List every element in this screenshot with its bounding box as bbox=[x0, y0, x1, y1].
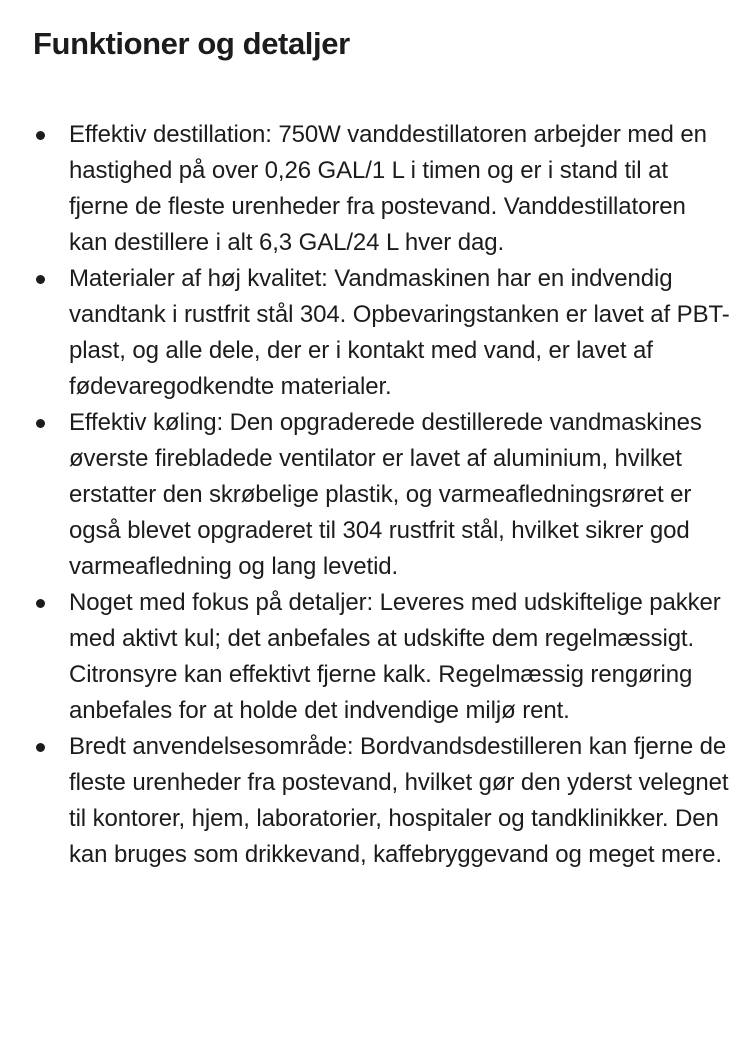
feature-item-distillation bbox=[33, 117, 730, 261]
feature-item-applications bbox=[33, 729, 730, 873]
feature-item-cooling bbox=[33, 405, 730, 585]
bullet-icon bbox=[36, 743, 45, 752]
feature-text: Noget med fokus på detaljer: Leveres med udskiftelige pakker med aktivt kul; det anbefales at udskifte dem regelmæssigt. Citronsyre kan effektivt fjerne kalk. Regelmæssig rengøring anbefales for at holde det indvendige miljø rent. bbox=[69, 589, 721, 724]
feature-list bbox=[33, 117, 730, 873]
feature-text: Bredt anvendelsesområde: Bordvandsdestilleren kan fjerne de fleste urenheder fra postevand, hvilket gør den yderst velegnet til kontorer, hjem, laboratorier, hospitaler og tandklinikker. Den kan bruges som drikkevand, kaffebryggevand og meget mere. bbox=[69, 733, 729, 868]
bullet-icon bbox=[36, 275, 45, 284]
bullet-icon bbox=[36, 419, 45, 428]
bullet-icon bbox=[36, 599, 45, 608]
feature-item-details bbox=[33, 585, 730, 729]
feature-item-materials bbox=[33, 261, 730, 405]
feature-text: Materialer af høj kvalitet: Vandmaskinen har en indvendig vandtank i rustfrit stål 304. Opbevaringstanken er lavet af PBT-plast, og alle dele, der er i kontakt med vand, er lavet af fødevaregodkendte materialer. bbox=[69, 265, 730, 400]
feature-text: Effektiv køling: Den opgraderede destillerede vandmaskines øverste firebladede ventilator er lavet af aluminium, hvilket erstatter den skrøbelige plastik, og varmeafledningsrøret er også blevet opgraderet til 304 rustfrit stål, hvilket sikrer god varmeafledning og lang levetid. bbox=[69, 409, 702, 580]
feature-text: Effektiv destillation: 750W vanddestillatoren arbejder med en hastighed på over 0,26 GAL/1 L i timen og er i stand til at fjerne de fleste urenheder fra postevand. Vanddestillatoren kan destillere i alt 6,3 GAL/24 L hver dag. bbox=[69, 121, 707, 256]
bullet-icon bbox=[36, 131, 45, 140]
section-title: Funktioner og detaljer bbox=[33, 26, 350, 61]
